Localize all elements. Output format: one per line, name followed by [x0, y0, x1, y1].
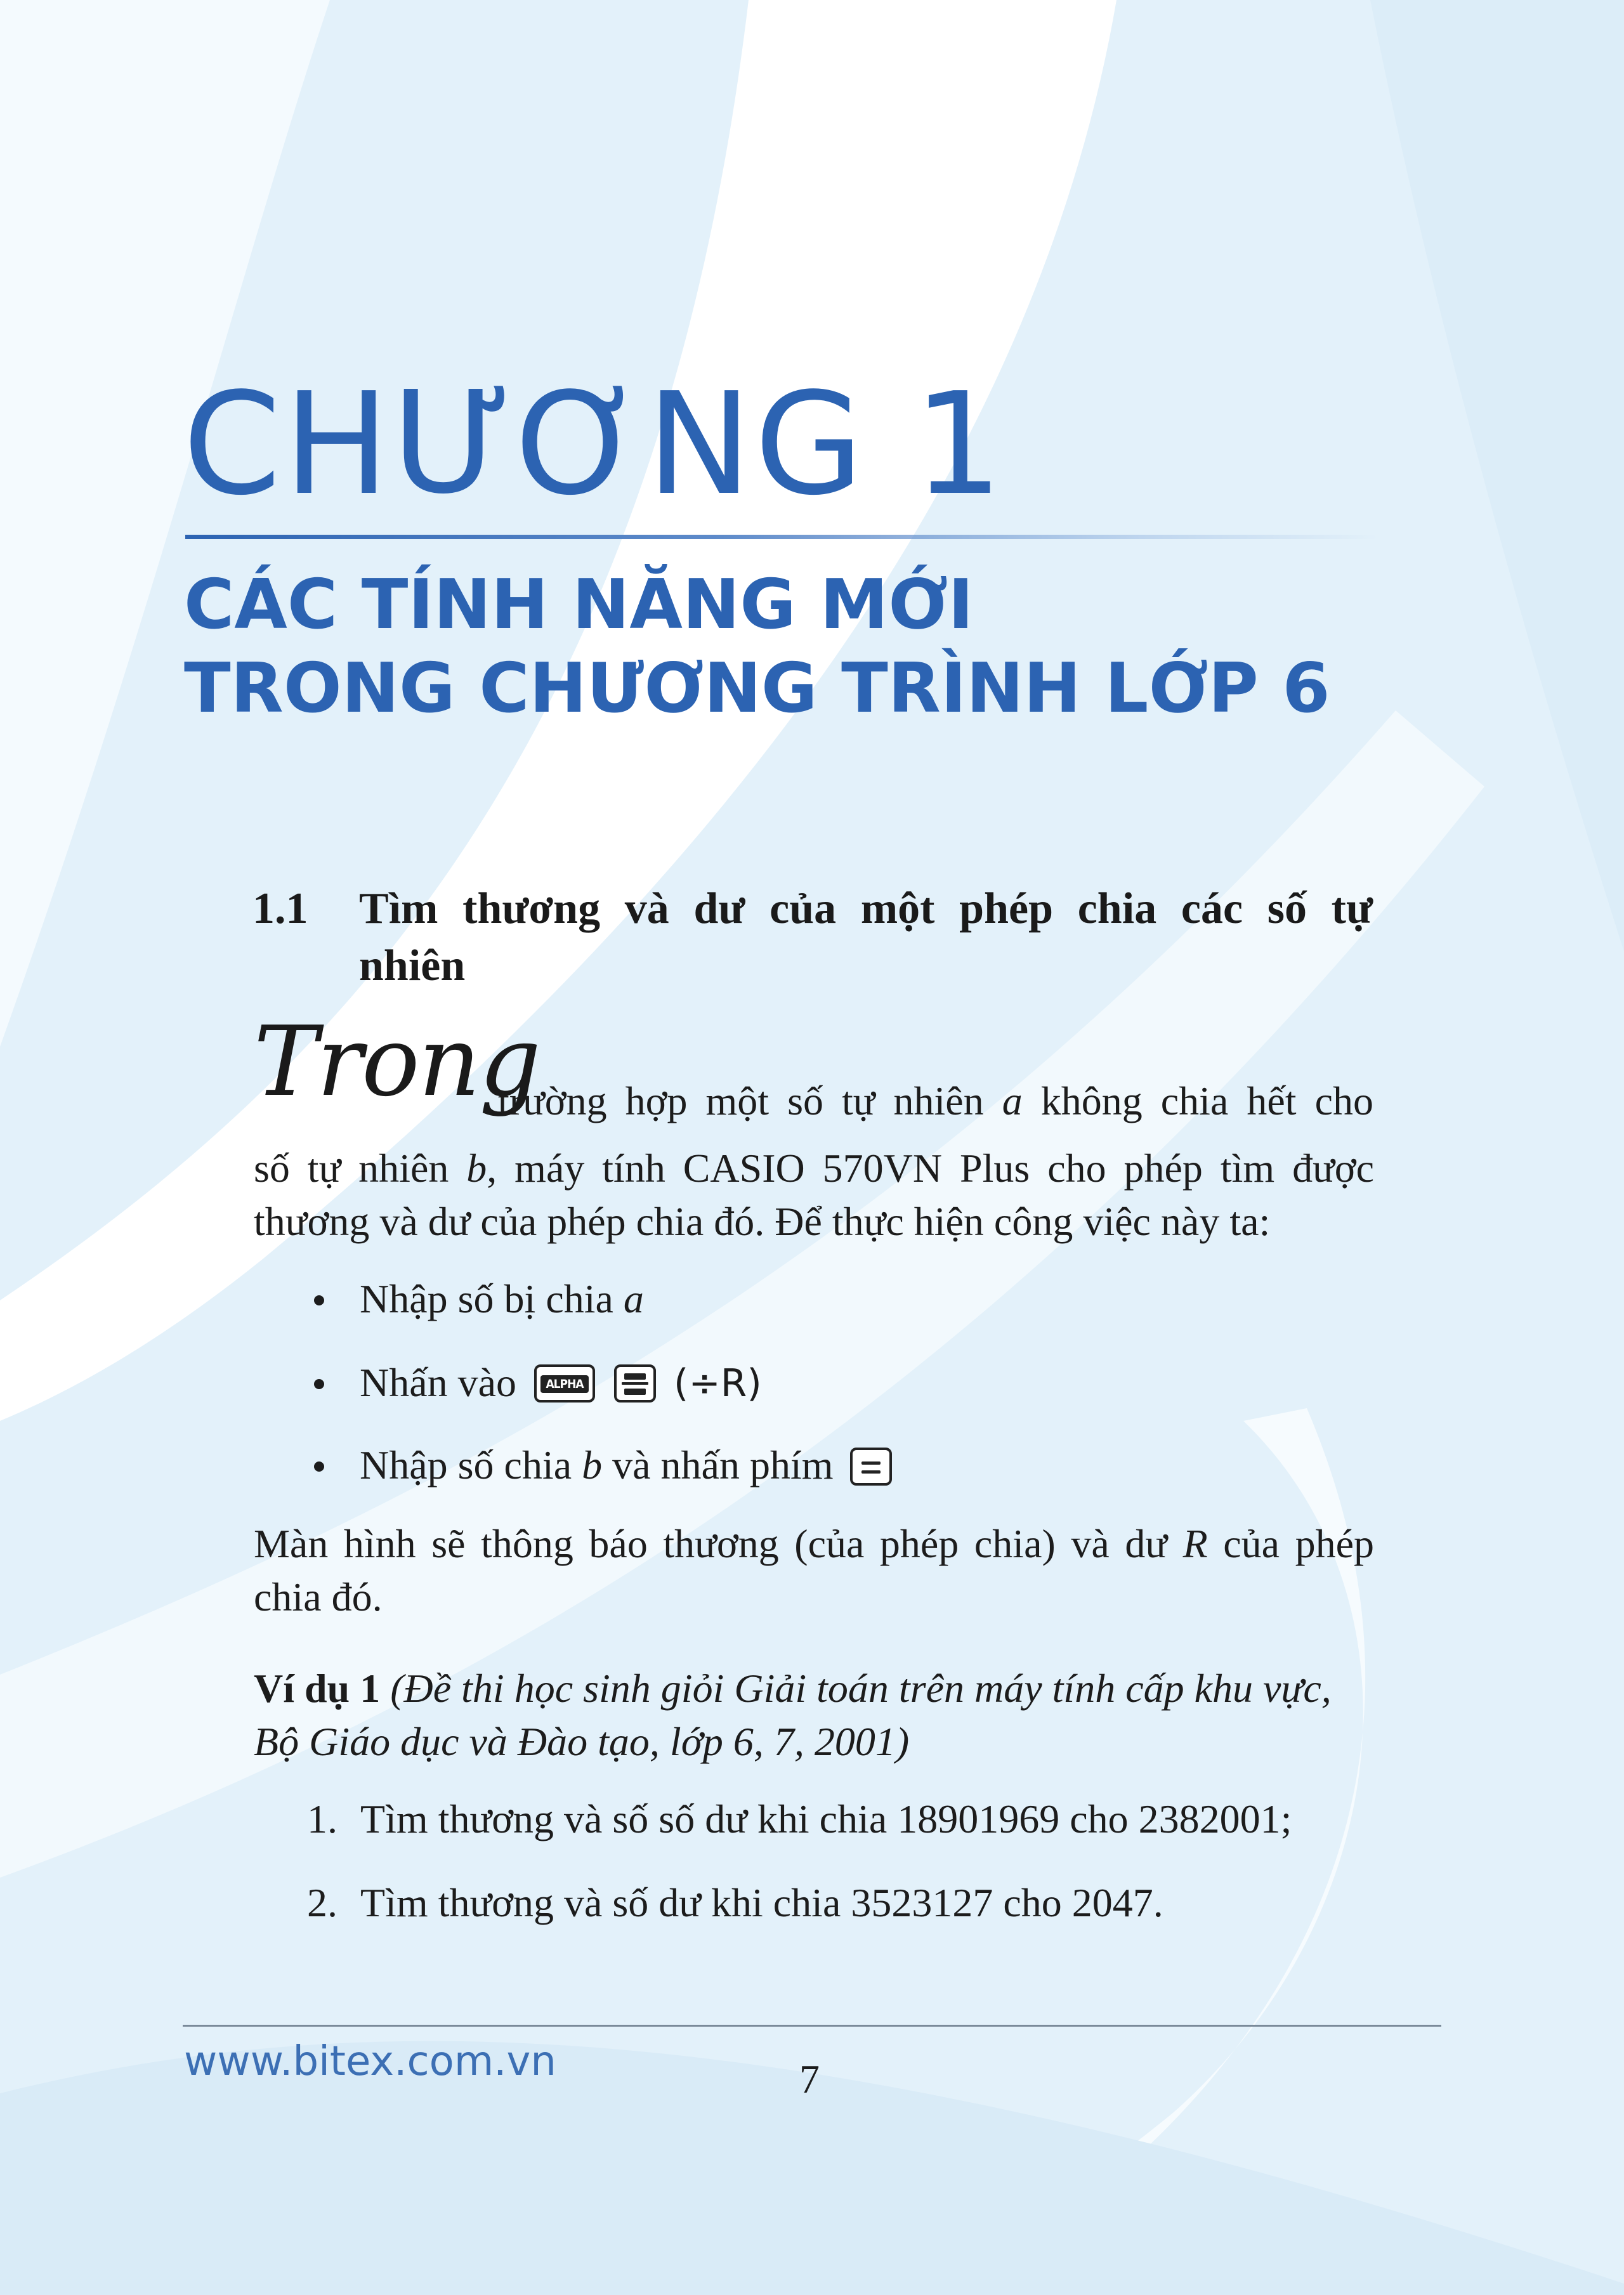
- chapter-title: [184, 563, 1330, 731]
- alpha-key-label: ALPHA: [540, 1375, 589, 1393]
- bullet-text: Nhập số chia: [360, 1442, 582, 1488]
- bullet-text: và nhấn phím: [602, 1442, 834, 1488]
- intro-text: không chia hết cho: [1022, 1078, 1374, 1123]
- title-rule: [185, 535, 1378, 539]
- section-title-line-2: nhiên: [359, 941, 466, 990]
- variable-a: a: [623, 1276, 644, 1321]
- intro-text: thương và dư của phép chia đó. Để thực hiện công việc này ta:: [254, 1199, 1271, 1244]
- intro-text: trường hợp một số tự nhiên: [498, 1078, 1002, 1123]
- bullet-icon: [314, 1461, 324, 1472]
- item-number: 2.: [307, 1880, 337, 1925]
- item-text: Tìm thương và số số dư khi chia 18901969 cho 2382001;: [360, 1796, 1292, 1841]
- bullet-text: Nhấn vào: [360, 1360, 517, 1405]
- variable-b: b: [582, 1442, 603, 1488]
- item-number: 1.: [307, 1796, 337, 1841]
- chapter-title-line-2: TRONG CHƯƠNG TRÌNH LỚP 6: [184, 649, 1330, 728]
- result-text: Màn hình sẽ thông báo thương (của phép chia) và dư: [254, 1521, 1183, 1566]
- example-source: Bộ Giáo dục và Đào tạo, lớp 6, 7, 2001): [254, 1719, 910, 1764]
- footer-rule: [183, 2025, 1441, 2027]
- remainder-function-label: (÷R): [674, 1361, 762, 1406]
- bullet-icon: [314, 1379, 324, 1389]
- example-label: Ví dụ 1: [254, 1666, 381, 1711]
- bullet-text: Nhập số bị chia: [360, 1276, 624, 1321]
- section-number: 1.1: [252, 884, 308, 933]
- page-number: 7: [799, 2056, 820, 2102]
- chapter-title-line-1: CÁC TÍNH NĂNG MỚI: [184, 565, 974, 644]
- intro-line-1: [498, 1075, 1373, 1128]
- bullet-icon: [314, 1295, 324, 1305]
- result-paragraph: [254, 1517, 1374, 1624]
- section-title-line-1: Tìm thương và dư của một phép chia các số tự: [359, 884, 1373, 933]
- intro-text: , máy tính CASIO 570VN Plus cho phép tìm được: [487, 1146, 1375, 1191]
- example-heading: [254, 1662, 1374, 1769]
- fraction-key-icon: [614, 1364, 656, 1403]
- variable-a: a: [1002, 1078, 1023, 1123]
- result-text: chia đó.: [254, 1574, 383, 1619]
- intro-line-2: [254, 1142, 1374, 1195]
- equals-key-icon: [850, 1448, 892, 1486]
- intro-line-3: [254, 1195, 1374, 1248]
- footer-url: www.bitex.com.vn: [184, 2038, 556, 2085]
- dropcap-word: Trong: [254, 1005, 540, 1118]
- variable-r: R: [1182, 1521, 1208, 1566]
- item-text: Tìm thương và số dư khi chia 3523127 cho 2047.: [360, 1880, 1163, 1925]
- variable-b: b: [466, 1146, 487, 1191]
- result-text: của phép: [1207, 1521, 1375, 1566]
- intro-text: số tự nhiên: [254, 1146, 467, 1191]
- chapter-label: CHƯƠNG 1: [183, 363, 1006, 526]
- example-source: (Đề thi học sinh giỏi Giải toán trên máy tính cấp khu vực,: [380, 1666, 1332, 1711]
- alpha-key-icon: [534, 1364, 595, 1403]
